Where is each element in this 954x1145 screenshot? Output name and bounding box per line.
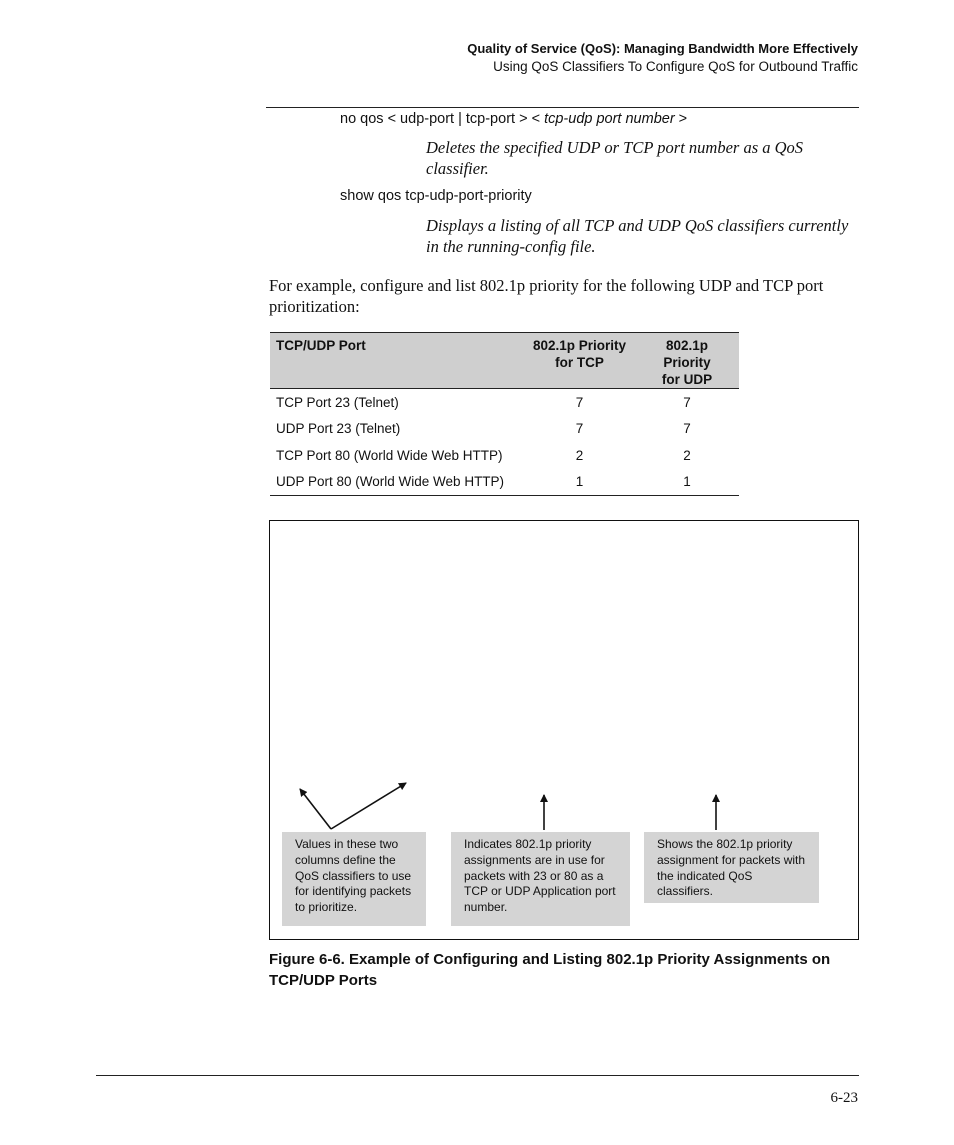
column-header-tcp-line1: 802.1p Priority <box>532 338 627 353</box>
cell-port: TCP Port 80 (World Wide Web HTTP) <box>276 447 503 463</box>
command-syntax-show-qos: show qos tcp-udp-port-priority <box>340 188 532 204</box>
page-number: 6-23 <box>830 1090 858 1106</box>
cell-tcp-priority: 7 <box>575 394 584 410</box>
column-header-port: TCP/UDP Port <box>270 333 524 389</box>
figure-caption: Figure 6-6. Example of Configuring and Listing 802.1p Priority Assignments on TCP/UDP Ports <box>269 951 831 989</box>
cell-tcp-priority: 1 <box>575 474 584 490</box>
cell-port: TCP Port 23 (Telnet) <box>276 394 399 410</box>
cell-udp-priority: 7 <box>683 421 691 437</box>
column-header-udp-line2: for UDP <box>661 372 713 387</box>
callout-classifier-columns: Values in these two columns define the QoS classifiers to use for identifying packets to prioritize. <box>282 832 426 926</box>
arrow-to-port-columns <box>300 783 406 829</box>
cell-tcp-priority: 7 <box>575 421 584 437</box>
cell-port: UDP Port 23 (Telnet) <box>276 421 401 437</box>
cell-tcp-priority: 2 <box>575 447 584 463</box>
cell-udp-priority: 7 <box>683 394 691 410</box>
running-header-subtitle: Using QoS Classifiers To Configure QoS for Outbound Traffic <box>493 59 858 74</box>
column-header-tcp-line2: for TCP <box>555 355 604 370</box>
intro-paragraph: For example, configure and list 802.1p priority for the following UDP and TCP port prioritization: <box>269 276 824 316</box>
cell-port: UDP Port 80 (World Wide Web HTTP) <box>276 474 505 490</box>
footer-rule <box>96 1075 859 1076</box>
command-description-show-qos: Displays a listing of all TCP and UDP QoS classifiers currently in the running-config file. <box>426 216 849 256</box>
cell-udp-priority: 2 <box>683 447 691 463</box>
column-header-udp-line1: 802.1p Priority <box>663 338 711 370</box>
cell-udp-priority: 1 <box>683 474 691 490</box>
command-syntax-param: tcp-udp port number <box>544 111 675 127</box>
callout-priority-enabled: Indicates 802.1p priority assignments are in use for packets with 23 or 80 as a TCP or UDP Application port number. <box>451 832 630 926</box>
running-header-title: Quality of Service (QoS): Managing Bandwidth More Effectively <box>467 41 858 56</box>
command-description-no-qos: Deletes the specified UDP or TCP port number as a QoS classifier. <box>426 138 804 178</box>
command-syntax-suffix: > <box>674 111 688 127</box>
callout-priority-value: Shows the 802.1p priority assignment for packets with the indicated QoS classifiers. <box>644 832 819 903</box>
command-syntax-prefix: no qos < udp-port | tcp-port > < <box>340 111 545 127</box>
